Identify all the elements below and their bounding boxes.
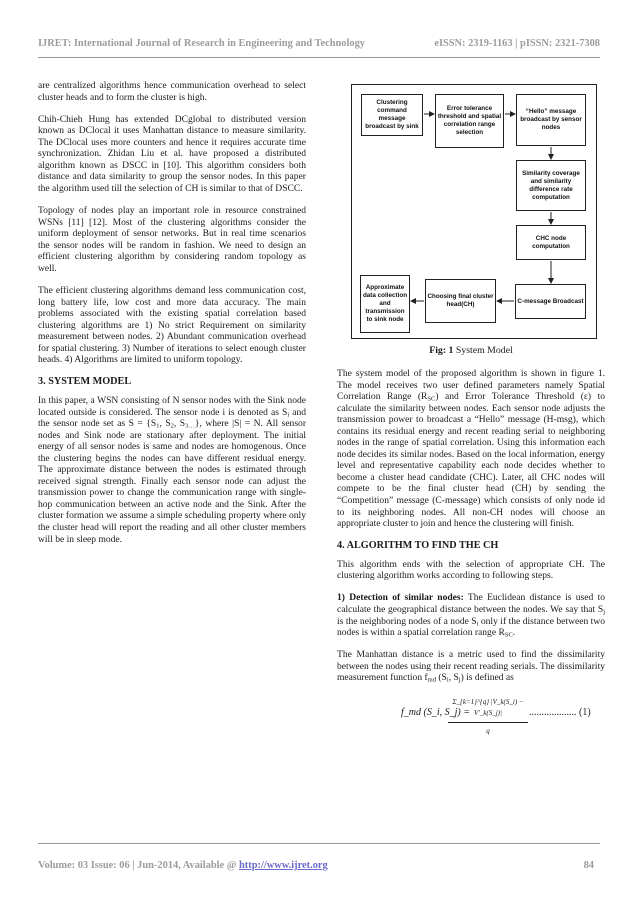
section-heading: 4. ALGORITHM TO FIND THE CH xyxy=(337,540,499,552)
equation-fraction xyxy=(448,697,528,738)
equation-numerator: Σ_{k=1}^{q} |V_k(S_i) − V'_k(S_j)| xyxy=(448,697,528,723)
footer-rule xyxy=(38,843,600,844)
flow-box-similarity-coverage: Similarity coverage and similarity difference rate computation xyxy=(516,160,586,211)
flow-box-final-ch: Choosing final cluster head(CH) xyxy=(425,279,496,323)
right-column xyxy=(337,368,605,735)
journal-link[interactable]: http://www.ijret.org xyxy=(239,860,328,871)
equation-label: ................... (1) xyxy=(529,706,591,718)
paragraph: Topology of nodes play an important role in resource constrained WSNs [11] [12]. Most of the clustering algorithms consider the uniform deployment of sensor networks. But in real time scenarios the sensor nodes will be random in fashion. We need to design an efficient clustering algorithm by considering random topology as well. xyxy=(38,205,306,274)
page-number: 84 xyxy=(583,860,594,871)
paragraph: The efficient clustering algorithms demand less communication cost, long battery life, low cost and more data accuracy. The main problems associated with the existing spatial correlation based clustering algorithms are 1) No strict Requirement on similarity measurement between nodes. 2) Abundant communication overhead for spatial clustering. 3) Number of iterations to select enough cluster heads. 4) Algorithms are limited to uniform topology. xyxy=(38,284,306,366)
paragraph: 1) Detection of similar nodes: The Euclidean distance is used to calculate the geographical distance between the nodes. We say that $S_j$ is the neighboring nodes of a node $S_i$ only if the distance between two nodes is within a spatial correlation range $R_{SC}$. xyxy=(337,592,606,639)
paragraph: This algorithm ends with the selection of appropriate CH. The clustering algorithm works according to following steps. xyxy=(337,558,605,582)
flow-box-c-message: C-message Broadcast xyxy=(515,284,586,319)
system-model-figure xyxy=(351,84,597,339)
journal-title: IJRET: International Journal of Research in Engineering and Technology xyxy=(38,38,365,49)
flow-box-hello-message: “Hello” message broadcast by sensor nodes xyxy=(516,94,586,146)
paragraph: In this paper, a WSN consisting of N sensor nodes with the Sink node located outside is considered. The sensor node i is denoted as $S_i$ and the sensor node set as $S = \{S_1$, $S_2$, $S_{3\dots}$}, where |S| = N. All sensor nodes and Sink node are stationary after deployment. The initial energy of all sensor nodes is same and nodes are homogenous. Once the clustering begins the nodes can have different residual energy. The approximate distance between the nodes is estimated through received signal strength. Finally each sensor node can adjust the transmission power to change the communication range with single-hop communication between an active node and the Sink. After the cluster formation we assume a simple scheduling property where only the cluster head will report the reading and all other cluster members will be in sleep mode. xyxy=(38,394,306,545)
footer-volume: Volume: 03 Issue: 06 | Jun-2014, Available @ http://www.ijret.org xyxy=(38,860,328,871)
paragraph: The system model of the proposed algorithm is shown in figure 1. The model receives two user defined parameters namely Spatial Correlation Range $(R_{SC})$ and Error Tolerance Threshold (ε) to calculate the similarity between nodes. Each sensor node adjusts the transmission power to broadcast a “Hello” message (H-msg), which contains its residual energy and recent reading serial to neighboring nodes in the range of spatial correlation. Using this information each node decides its similar nodes. Based on the local information, energy level and representative capability each node decides whether to become a cluster head candidate (CHC). Later, all CHC nodes will compete to be the final cluster head (CH) by sending the “Competition” message (C-message) which consists of only node id to its neighboring nodes. All non-CH nodes will choose an appropriate cluster to join and hence the clustering will finish. xyxy=(337,368,605,530)
equation-1 xyxy=(337,695,605,735)
equation-lhs: f_md (S_i, S_j) = xyxy=(401,706,470,718)
flow-box-data-collection: Approximate data collection and transmission to sink node xyxy=(360,275,410,333)
equation-denominator: q xyxy=(486,726,490,735)
paragraph: Chih-Chieh Hung has extended DCglobal to distributed version known as DClocal it uses Manhattan distance to measure similarity. The DClocal uses more counters and hence it requires accurate time synchronization. Zhidan Liu et al. have proposed a distributed algorithm known as DSCC in [10]. This algorithm considers both distance and data similarity to group the sensor nodes. In this paper the algorithm used till the selection of CH is similar to that of DSCC. xyxy=(38,113,306,194)
flow-box-error-tolerance: Error tolerance threshold and spatial correlation range selection xyxy=(435,94,504,148)
left-column xyxy=(38,80,306,556)
figure-caption: Fig: 1 System Model xyxy=(429,345,513,356)
paragraph: are centralized algorithms hence communication overhead to select cluster heads and to form the cluster is high. xyxy=(38,80,306,103)
paragraph: The Manhattan distance is a metric used to find the dissimilarity between the nodes using their recent reading serials. The dissimilarity measurement function $f_{md}$ ($S_i$, $S_j$) is defined as xyxy=(337,649,605,684)
section-heading: 3. SYSTEM MODEL xyxy=(38,376,132,388)
issn-label: eISSN: 2319-1163 | pISSN: 2321-7308 xyxy=(434,38,600,49)
flow-box-clustering-command: Clustering command message broadcast by sink xyxy=(361,94,423,136)
header-rule xyxy=(38,57,600,58)
flow-box-chc-computation: CHC node computation xyxy=(516,225,586,260)
